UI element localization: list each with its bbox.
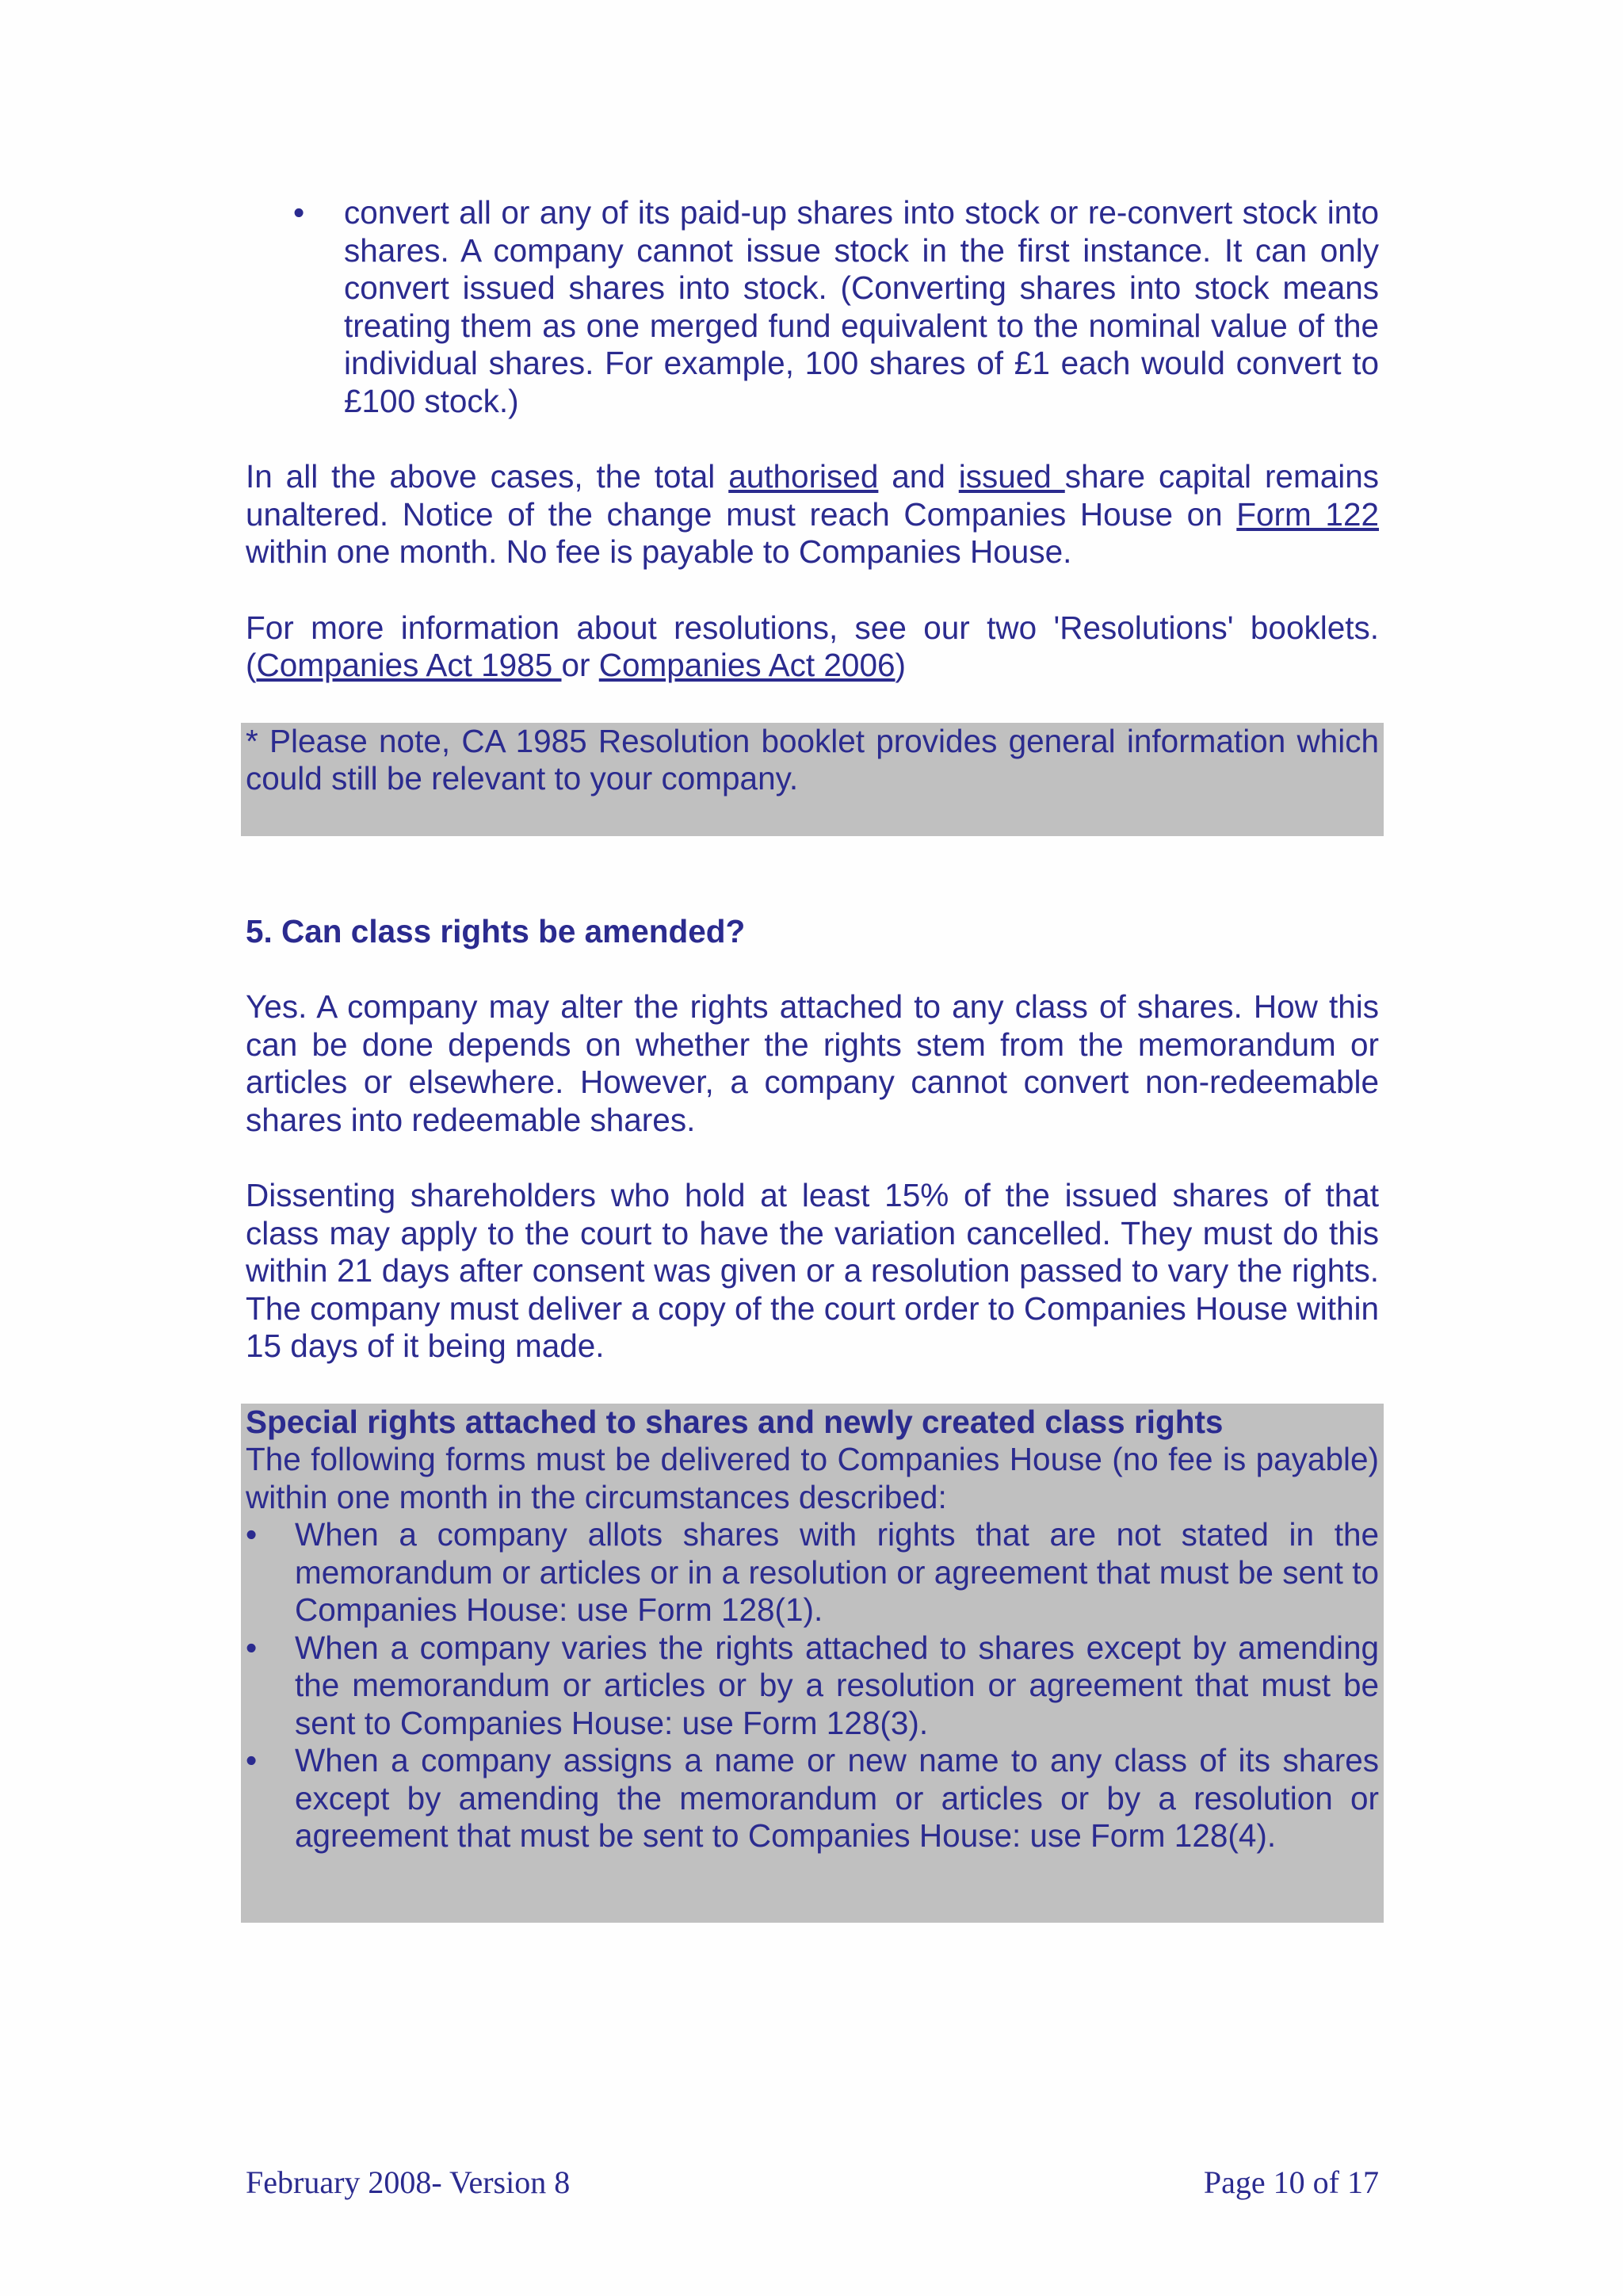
text-run: or [561, 647, 599, 683]
footer-version: February 2008- Version 8 [246, 2164, 571, 2200]
special-rights-box [241, 1404, 1384, 1923]
authorised-link[interactable]: authorised [728, 458, 879, 495]
above-cases-paragraph [246, 458, 1379, 571]
special-rights-title: Special rights attached to shares and newly created class rights [246, 1403, 1224, 1440]
list-item [246, 1629, 1379, 1743]
text-run: and [878, 458, 959, 495]
special-rights-intro: The following forms must be delivered to Companies House (no fee is payable) within one month in the circumstances described: [246, 1441, 1379, 1515]
bullet-icon: • [293, 194, 305, 231]
companies-act-1985-link[interactable]: Companies Act 1985 [256, 647, 562, 683]
list-item [246, 1516, 1379, 1629]
list-item-text: When a company varies the rights attached to shares except by amending the memorandum or articles or by a resolution or agreement that must be sent to Companies House: use Form 128(3). [295, 1629, 1379, 1741]
list-item-text: When a company assigns a name or new name to any class of its shares except by amending the memorandum or articles or by a resolution or agreement that must be sent to Companies House: use Form 128(4). [295, 1742, 1379, 1854]
page-content [246, 194, 1379, 1923]
bullet-icon: • [246, 1629, 258, 1666]
bullet-icon: • [246, 1516, 258, 1553]
note-text: * Please note, CA 1985 Resolution booklet provides general information which could still be relevant to your company. [246, 722, 1379, 797]
list-item [246, 1742, 1379, 1855]
companies-act-2006-link[interactable]: Companies Act 2006 [598, 647, 896, 683]
list-item-text: When a company allots shares with rights that are not stated in the memorandum or articles or in a resolution or agreement that must be sent to Companies House: use Form 128(1). [295, 1516, 1379, 1628]
text-run: For more information about resolutions, see our two 'Resolutions' booklets. ( [246, 609, 1379, 683]
list-item [246, 194, 1379, 420]
text-run: In all the above cases, the total [246, 458, 729, 495]
convert-bullet-list [246, 194, 1379, 420]
footer-page-number: Page 10 of 17 [1203, 2164, 1379, 2200]
resolutions-paragraph [246, 609, 1379, 685]
page-footer [246, 2164, 1379, 2202]
section-5-paragraph-2: Dissenting shareholders who hold at least 15% of the issued shares of that class may apply to the court to have the variation cancelled. They must do this within 21 days after consent was given or a resolution passed to vary the rights. The company must deliver a copy of the court order to Companies House within 15 days of it being made. [246, 1177, 1379, 1364]
section-5-heading: 5. Can class rights be amended? [246, 912, 746, 949]
bullet-text: convert all or any of its paid-up shares into stock or re-convert stock into shares. A company cannot issue stock in the first instance. It can only convert issued shares into stock. (Converting shares into stock means treating them as one merged fund equivalent to the nominal value of the individual shares. For example, 100 shares of £1 each would convert to £100 stock.) [344, 194, 1379, 419]
section-5-paragraph-1: Yes. A company may alter the rights attached to any class of shares. How this can be done depends on whether the rights stem from the memorandum or articles or elsewhere. However, a company cannot convert non-redeemable shares into redeemable shares. [246, 988, 1379, 1138]
text-run: within one month. No fee is payable to Companies House. [246, 533, 1072, 570]
note-box [241, 723, 1384, 836]
text-run: share capital remains unaltered. Notice of the change must reach Companies House on [246, 458, 1379, 533]
form-122-link[interactable]: Form 122 [1236, 495, 1379, 533]
special-rights-list [246, 1516, 1379, 1855]
text-run: ) [895, 647, 907, 683]
bullet-icon: • [246, 1742, 258, 1778]
issued-link[interactable]: issued [958, 458, 1065, 495]
